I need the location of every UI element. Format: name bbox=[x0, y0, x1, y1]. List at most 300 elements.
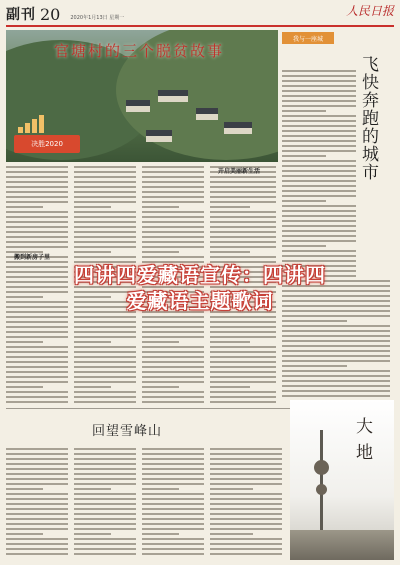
text-line bbox=[282, 385, 390, 387]
village-house bbox=[146, 136, 172, 142]
text-line bbox=[6, 493, 68, 495]
text-line bbox=[210, 381, 276, 383]
text-line bbox=[74, 401, 136, 403]
text-line bbox=[210, 226, 276, 228]
text-line bbox=[6, 191, 68, 193]
text-line bbox=[74, 371, 136, 373]
text-line bbox=[142, 376, 204, 378]
text-line bbox=[74, 513, 136, 515]
text-line bbox=[6, 241, 68, 243]
text-line bbox=[282, 245, 326, 247]
text-line bbox=[142, 553, 204, 555]
text-line bbox=[142, 518, 204, 520]
text-line bbox=[74, 186, 136, 188]
text-line bbox=[282, 195, 356, 197]
text-line bbox=[210, 453, 282, 455]
text-line bbox=[142, 538, 204, 540]
text-line bbox=[282, 320, 347, 322]
text-line bbox=[74, 396, 136, 398]
text-line bbox=[74, 391, 136, 393]
text-line bbox=[74, 231, 136, 233]
text-line bbox=[6, 176, 68, 178]
text-line bbox=[210, 463, 282, 465]
text-line bbox=[74, 543, 136, 545]
text-line bbox=[142, 548, 204, 550]
text-line bbox=[210, 246, 276, 248]
text-line bbox=[142, 341, 179, 343]
text-line bbox=[210, 231, 276, 233]
badge-bar-graphic bbox=[18, 115, 44, 133]
text-line bbox=[74, 488, 111, 490]
text-line bbox=[142, 468, 204, 470]
text-line bbox=[142, 206, 179, 208]
text-line bbox=[282, 170, 356, 172]
tv-tower-sphere bbox=[316, 484, 327, 495]
text-line bbox=[282, 160, 356, 162]
text-line bbox=[210, 543, 282, 545]
text-line bbox=[6, 226, 68, 228]
text-line bbox=[6, 346, 68, 348]
text-line bbox=[282, 90, 356, 92]
text-line bbox=[210, 503, 282, 505]
text-line bbox=[74, 463, 136, 465]
text-line bbox=[210, 508, 282, 510]
text-line bbox=[74, 216, 136, 218]
text-line bbox=[74, 331, 136, 333]
text-line bbox=[210, 346, 276, 348]
text-line bbox=[210, 241, 276, 243]
village-house bbox=[158, 96, 188, 102]
city-skyline bbox=[290, 530, 394, 560]
text-line bbox=[6, 166, 68, 168]
text-line bbox=[6, 503, 68, 505]
text-line bbox=[282, 130, 356, 132]
text-line bbox=[6, 453, 68, 455]
text-line bbox=[6, 386, 43, 388]
text-line bbox=[142, 216, 204, 218]
text-line bbox=[142, 211, 204, 213]
text-line bbox=[142, 176, 204, 178]
text-line bbox=[6, 518, 68, 520]
text-line bbox=[142, 186, 204, 188]
text-line bbox=[210, 366, 276, 368]
text-line bbox=[74, 221, 136, 223]
text-line bbox=[142, 513, 204, 515]
text-line bbox=[282, 200, 326, 202]
text-line bbox=[6, 448, 68, 450]
text-line bbox=[6, 533, 43, 535]
sidebar-column bbox=[282, 30, 394, 410]
badge-bar bbox=[39, 115, 44, 133]
text-line bbox=[6, 371, 68, 373]
text-line bbox=[210, 341, 250, 343]
text-line bbox=[6, 336, 68, 338]
text-line bbox=[282, 360, 390, 362]
text-line bbox=[282, 180, 356, 182]
text-line bbox=[6, 186, 68, 188]
text-line bbox=[6, 196, 68, 198]
text-line bbox=[210, 538, 282, 540]
text-line bbox=[282, 190, 356, 192]
text-line bbox=[282, 125, 356, 127]
text-line bbox=[142, 246, 204, 248]
text-line bbox=[282, 335, 390, 337]
text-line bbox=[6, 508, 68, 510]
text-line bbox=[282, 70, 356, 72]
text-line bbox=[6, 221, 68, 223]
text-line bbox=[142, 523, 204, 525]
text-line bbox=[210, 458, 282, 460]
text-line bbox=[210, 326, 276, 328]
text-line bbox=[282, 345, 390, 347]
text-line bbox=[6, 458, 68, 460]
hero-photo bbox=[6, 30, 278, 162]
text-line bbox=[282, 220, 356, 222]
text-line bbox=[74, 171, 136, 173]
text-line bbox=[210, 221, 276, 223]
text-line bbox=[142, 356, 204, 358]
text-line bbox=[210, 401, 276, 403]
text-line bbox=[6, 201, 68, 203]
tv-tower-sphere bbox=[314, 460, 329, 475]
text-line bbox=[210, 548, 282, 550]
text-line bbox=[142, 331, 204, 333]
text-line bbox=[142, 533, 179, 535]
bottom-article-title: 回望雪峰山 bbox=[92, 424, 163, 439]
text-line bbox=[6, 483, 68, 485]
text-line bbox=[210, 351, 276, 353]
text-line bbox=[74, 336, 136, 338]
text-line bbox=[74, 226, 136, 228]
text-line bbox=[282, 325, 390, 327]
text-line bbox=[6, 376, 68, 378]
text-line bbox=[6, 246, 68, 248]
text-line bbox=[142, 371, 204, 373]
text-line bbox=[282, 80, 356, 82]
text-line bbox=[210, 376, 276, 378]
text-line bbox=[142, 463, 204, 465]
text-line bbox=[282, 240, 356, 242]
text-line bbox=[282, 255, 356, 257]
text-line bbox=[6, 513, 68, 515]
text-line bbox=[74, 478, 136, 480]
newspaper-logo: 人民日报 bbox=[345, 4, 394, 18]
text-line bbox=[210, 186, 276, 188]
text-line bbox=[142, 386, 179, 388]
text-line bbox=[142, 453, 204, 455]
text-line bbox=[74, 206, 111, 208]
text-line bbox=[210, 483, 282, 485]
sidebar-text-block bbox=[282, 70, 356, 280]
text-line bbox=[282, 215, 356, 217]
text-line bbox=[282, 140, 356, 142]
text-line bbox=[74, 468, 136, 470]
text-line bbox=[74, 528, 136, 530]
text-line bbox=[282, 150, 356, 152]
text-line bbox=[6, 528, 68, 530]
text-line bbox=[282, 380, 390, 382]
text-line bbox=[6, 548, 68, 550]
text-line bbox=[210, 201, 276, 203]
text-line bbox=[74, 196, 136, 198]
text-line bbox=[6, 181, 68, 183]
text-line bbox=[6, 396, 68, 398]
article-subhead: 开启美丽新生活 bbox=[218, 168, 261, 175]
text-line bbox=[74, 523, 136, 525]
text-line bbox=[282, 355, 390, 357]
text-line bbox=[210, 528, 282, 530]
page-header bbox=[6, 6, 394, 24]
text-line bbox=[142, 201, 204, 203]
text-line bbox=[74, 176, 136, 178]
text-line bbox=[6, 553, 68, 555]
text-line bbox=[142, 166, 204, 168]
text-line bbox=[210, 396, 276, 398]
text-line bbox=[282, 110, 326, 112]
bottom-article-columns bbox=[6, 448, 286, 560]
text-line bbox=[142, 231, 204, 233]
text-line bbox=[210, 251, 250, 253]
text-line bbox=[142, 483, 204, 485]
text-line bbox=[282, 375, 390, 377]
text-line bbox=[74, 241, 136, 243]
text-line bbox=[210, 488, 253, 490]
text-line bbox=[74, 548, 136, 550]
text-line bbox=[6, 206, 43, 208]
text-line bbox=[6, 321, 68, 323]
text-line bbox=[6, 231, 68, 233]
text-line bbox=[6, 543, 68, 545]
text-line bbox=[74, 508, 136, 510]
text-line bbox=[6, 401, 68, 403]
overlay-line-1: 四讲四爱藏语宣传：四讲四 bbox=[74, 263, 326, 287]
text-line bbox=[6, 381, 68, 383]
text-line bbox=[74, 533, 111, 535]
text-line bbox=[142, 488, 179, 490]
text-line bbox=[6, 488, 43, 490]
text-line bbox=[74, 473, 136, 475]
text-line bbox=[142, 396, 204, 398]
text-line bbox=[74, 453, 136, 455]
text-line bbox=[74, 341, 111, 343]
text-line bbox=[142, 221, 204, 223]
text-line bbox=[282, 205, 356, 207]
text-line bbox=[210, 518, 282, 520]
text-line bbox=[210, 513, 282, 515]
text-line bbox=[142, 196, 204, 198]
text-line bbox=[6, 473, 68, 475]
text-line bbox=[142, 543, 204, 545]
column-tag: 我与一座城 bbox=[282, 32, 334, 44]
text-line bbox=[74, 518, 136, 520]
text-line bbox=[74, 346, 136, 348]
text-line bbox=[74, 321, 136, 323]
text-line bbox=[210, 553, 282, 555]
text-line bbox=[282, 350, 390, 352]
text-column bbox=[210, 448, 282, 558]
text-line bbox=[210, 191, 276, 193]
village-house bbox=[224, 128, 252, 134]
text-line bbox=[282, 115, 356, 117]
text-line bbox=[74, 191, 136, 193]
text-line bbox=[282, 210, 356, 212]
text-line bbox=[282, 370, 390, 372]
text-line bbox=[282, 395, 390, 397]
text-line bbox=[282, 145, 356, 147]
text-line bbox=[210, 216, 276, 218]
text-line bbox=[6, 326, 68, 328]
text-line bbox=[282, 100, 356, 102]
text-line bbox=[142, 351, 204, 353]
text-line bbox=[74, 326, 136, 328]
badge-bar bbox=[32, 119, 37, 133]
text-line bbox=[210, 371, 276, 373]
text-line bbox=[142, 321, 204, 323]
text-line bbox=[74, 458, 136, 460]
text-line bbox=[6, 498, 68, 500]
text-line bbox=[74, 351, 136, 353]
text-line bbox=[142, 381, 204, 383]
badge-bar bbox=[25, 123, 30, 133]
text-line bbox=[142, 181, 204, 183]
text-line bbox=[74, 366, 136, 368]
text-line bbox=[142, 171, 204, 173]
badge-bar bbox=[18, 127, 23, 133]
text-line bbox=[6, 478, 68, 480]
text-line bbox=[282, 235, 356, 237]
text-line bbox=[210, 448, 282, 450]
hero-title: 官塘村的三个脱贫故事 bbox=[54, 42, 225, 60]
text-line bbox=[282, 75, 356, 77]
text-line bbox=[210, 468, 282, 470]
text-line bbox=[6, 356, 68, 358]
text-line bbox=[142, 361, 204, 363]
text-line bbox=[74, 251, 111, 253]
text-line bbox=[74, 361, 136, 363]
text-line bbox=[210, 498, 282, 500]
text-line bbox=[142, 236, 204, 238]
text-line bbox=[74, 166, 136, 168]
text-line bbox=[210, 473, 282, 475]
section-name: 副刊 bbox=[6, 7, 36, 23]
text-line bbox=[210, 331, 276, 333]
text-line bbox=[282, 165, 356, 167]
text-line bbox=[6, 468, 68, 470]
text-line bbox=[142, 528, 204, 530]
text-line bbox=[142, 401, 204, 403]
text-line bbox=[282, 85, 356, 87]
text-line bbox=[142, 346, 204, 348]
text-line bbox=[6, 216, 68, 218]
text-line bbox=[282, 95, 356, 97]
text-line bbox=[210, 523, 282, 525]
text-line bbox=[282, 365, 347, 367]
text-line bbox=[210, 196, 276, 198]
photo-caption: 大地 bbox=[356, 417, 373, 463]
sidebar-title: 飞快奔跑的城市 bbox=[362, 55, 379, 183]
text-line bbox=[210, 181, 276, 183]
text-line bbox=[142, 336, 204, 338]
text-line bbox=[142, 241, 204, 243]
text-line bbox=[142, 226, 204, 228]
text-line bbox=[6, 236, 68, 238]
text-line bbox=[282, 155, 326, 157]
text-line bbox=[282, 105, 356, 107]
text-line bbox=[6, 211, 68, 213]
text-line bbox=[210, 361, 276, 363]
article-subhead: 搬到新房子里 bbox=[14, 254, 51, 261]
text-line bbox=[282, 390, 390, 392]
text-line bbox=[74, 181, 136, 183]
text-line bbox=[282, 225, 356, 227]
text-line bbox=[74, 376, 136, 378]
text-line bbox=[142, 251, 179, 253]
text-column bbox=[6, 448, 68, 558]
text-line bbox=[142, 458, 204, 460]
text-column bbox=[142, 448, 204, 558]
text-line bbox=[6, 171, 68, 173]
page-number: 20 bbox=[40, 5, 61, 24]
text-line bbox=[6, 361, 68, 363]
text-line bbox=[6, 523, 68, 525]
text-line bbox=[210, 211, 276, 213]
text-line bbox=[142, 391, 204, 393]
text-line bbox=[210, 493, 282, 495]
text-line bbox=[282, 250, 356, 252]
issue-date: 2020年1月13日 星期一 bbox=[70, 15, 125, 21]
text-line bbox=[210, 206, 250, 208]
text-line bbox=[142, 366, 204, 368]
text-line bbox=[210, 533, 253, 535]
header-rule bbox=[6, 25, 394, 27]
text-line bbox=[282, 135, 356, 137]
text-line bbox=[210, 386, 250, 388]
text-line bbox=[74, 381, 136, 383]
text-line bbox=[74, 201, 136, 203]
text-line bbox=[74, 498, 136, 500]
text-line bbox=[74, 553, 136, 555]
text-line bbox=[210, 176, 276, 178]
text-line bbox=[142, 503, 204, 505]
overlay-line-2: 爱藏语主题歌词 bbox=[126, 289, 274, 313]
text-line bbox=[210, 356, 276, 358]
text-line bbox=[142, 473, 204, 475]
text-line bbox=[142, 508, 204, 510]
text-line bbox=[74, 483, 136, 485]
text-line bbox=[74, 236, 136, 238]
text-line bbox=[210, 236, 276, 238]
text-line bbox=[282, 230, 356, 232]
text-line bbox=[142, 448, 204, 450]
text-line bbox=[282, 120, 356, 122]
campaign-badge: 决胜2020 bbox=[14, 135, 80, 153]
village-house bbox=[196, 114, 218, 120]
text-line bbox=[6, 331, 68, 333]
text-line bbox=[142, 191, 204, 193]
text-line bbox=[282, 330, 390, 332]
headline-overlay bbox=[0, 258, 400, 318]
text-line bbox=[210, 391, 276, 393]
text-line bbox=[74, 503, 136, 505]
text-line bbox=[210, 336, 276, 338]
text-line bbox=[282, 175, 356, 177]
text-line bbox=[142, 478, 204, 480]
text-line bbox=[142, 498, 204, 500]
text-line bbox=[74, 448, 136, 450]
text-line bbox=[74, 386, 111, 388]
text-line bbox=[74, 246, 136, 248]
village-house bbox=[126, 106, 150, 112]
